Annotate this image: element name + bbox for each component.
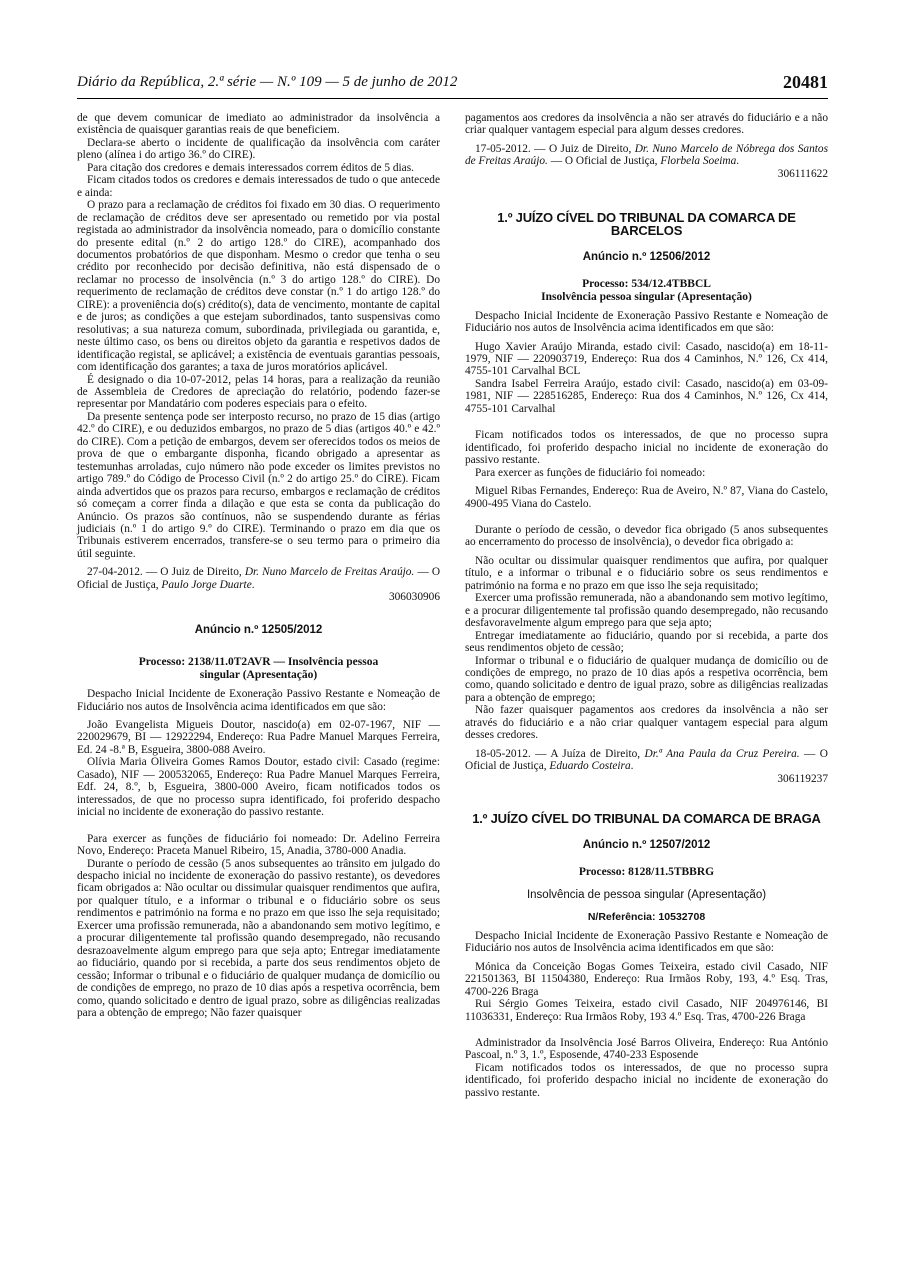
paragraph: O prazo para a reclamação de créditos foi fixado em 30 dias. O requerimento de reclamação de créditos deve ser apresentado ou remetido por via postal registada ao administrador da insolvência nomeado, para o domicílio constante do presente edital (n.º 2 do artigo 128.º do CIRE), acompanhado dos documentos probatórios de que disponham. Mesmo o credor que tenha o seu crédito por reconhecido por decisão definitiva, não está dispensado de o reclamar no processo de insolvência (n.º 3 do artigo 128.º do CIRE). Do requerimento de reclamação de créditos deve constar (n.º 1 do artigo 128.º do CIRE): a proveniência do(s) crédito(s), data de vencimento, montante de capital e de juros; as condições a que estejam subordinados, tanto suspensivas como resolutivas; a sua natureza comum, subordinada, privilegiada ou garantida, e, neste último caso, os bens ou direitos objeto da garantia e respetivos dados de identificação registal, se aplicável; a existência de eventuais garantias pessoais, com identificação dos garantes; a taxa de juros moratórios aplicável. [77, 199, 440, 374]
paragraph: Rui Sérgio Gomes Teixeira, estado civil Casado, NIF 204976146, BI 11036331, Endereço: Rua Irmãos Roby, 193 4.º Esq. Tras, 4700-226 Braga [465, 998, 828, 1023]
paragraph: Exercer uma profissão remunerada, não a abandonando sem motivo legítimo, e a procurar diligentemente tal profissão quando desempregado, não recusando desfavoravelmente algum emprego para que seja apto; [465, 592, 828, 630]
paragraph: Para exercer as funções de fiduciário foi nomeado: Dr. Adelino Ferreira Novo, Endereço: Praceta Manuel Ribeiro, 15, Anadia, 3780-000 Anadia. [77, 832, 440, 858]
paragraph: Declara-se aberto o incidente de qualificação da insolvência com caráter pleno (alínea i do artigo 36.º do CIRE). [77, 136, 440, 162]
page-number: 20481 [783, 72, 828, 92]
paragraph: Informar o tribunal e o fiduciário de qualquer mudança de domicílio ou de condições de emprego, no prazo de 10 dias após a respetiva ocorrência, bem como, quando solicitado e dentro de igual prazo, sobre as diligências realizadas para a obtenção de emprego; [465, 654, 828, 704]
page-header [77, 72, 828, 99]
paragraph: Não fazer quaisquer pagamentos aos credores da insolvência a não ser através do fiduciário e a não criar qualquer vantagem especial para algum desses credores. [465, 704, 828, 742]
judge-name: Dr.ª Ana Paula da Cruz Pereira. [644, 747, 800, 760]
signature-separator: — O Oficial de Justiça, [465, 747, 828, 773]
court-heading: 1.º JUÍZO CÍVEL DO TRIBUNAL DA COMARCA DE BRAGA [472, 811, 821, 827]
paragraph: Hugo Xavier Araújo Miranda, estado civil: Casado, nascido(a) em 18-11-1979, NIF — 220903719, Endereço: Rua dos 4 Caminhos, N.º 126, Cx 414, 4755-101 Carvalhal BCL [465, 340, 828, 378]
official-name: Paulo Jorge Duarte [161, 578, 252, 591]
official-name: Florbela Soeima [660, 155, 737, 168]
paragraph: Despacho Inicial Incidente de Exoneração Passivo Restante e Nomeação de Fiduciário nos autos de Insolvência acima identificados em que são: [465, 309, 828, 335]
paragraph: Olívia Maria Oliveira Gomes Ramos Doutor, estado civil: Casado (regime: Casado), NIF — 200532065, Endereço: Rua Padre Manuel Marques Ferreira, Edf. 24, 8.º, b, Esgueira, 3800-000 Aveiro, ficam notificados todos os interessados, de que no processo supra identificado, foi proferido despacho inicial no incidente de exoneração do passivo restante. [77, 756, 440, 819]
process-line: Processo: 534/12.4TBBCL [582, 277, 711, 290]
paragraph: Mónica da Conceição Bogas Gomes Teixeira, estado civil Casado, NIF 221501363, BI 11504380, Endereço: Rua Irmãos Roby, 193, 4.º Esq. Tras, 4700-226 Braga [465, 960, 828, 998]
signature-separator: — O Oficial de Justiça, [547, 155, 661, 168]
process-line: singular (Apresentação) [199, 669, 318, 682]
signature-date: 18-05-2012. — A Juíza de Direito, [475, 747, 645, 760]
process-subtitle: Insolvência de pessoa singular (Apresentação) [526, 888, 767, 901]
paragraph: Despacho Inicial Incidente de Exoneração Passivo Restante e Nomeação de Fiduciário nos autos de Insolvência acima identificados em que são: [77, 688, 440, 713]
signature-line [465, 143, 828, 168]
signature-end: . [736, 155, 740, 168]
paragraph: Para citação dos credores e demais interessados correm éditos de 5 dias. [87, 161, 414, 174]
paragraph: Sandra Isabel Ferreira Araújo, estado civil: Casado, nascido(a) em 03-09-1981, NIF — 228516285, Endereço: Rua dos 4 Caminhos, N.º 126, Cx 414, 4755-101 Carvalhal [465, 377, 828, 415]
paragraph: Ficam notificados todos os interessados, de que no processo supra identificado, foi proferido despacho inicial no incidente de exoneração do passivo restante. [465, 429, 828, 467]
signature-end: . [630, 760, 634, 773]
paragraph: Durante o período de cessão (5 anos subsequentes ao trânsito em julgado do despacho inicial no incidente de exoneração do passivo restante), os devedores ficam obrigados a: Não ocultar ou dissimular quaisquer rendimentos que aufira, por qualquer título, e a informar o tribunal e o fiduciário sobre os seus rendimentos e património na forma e no prazo em que isso lhe seja requisitado; Exercer uma profissão remunerada, não a abandonando sem motivo legítimo, e a procurar diligentemente tal profissão quando desempregado, não recusando desrazoavelmente algum emprego para que seja apto; Entregar imediatamente ao fiduciário, quando por si recebida, a parte dos seus rendimentos objeto de cessão; Informar o tribunal e o fiduciário de qualquer mudança de domicílio ou de condições de emprego, no prazo de 10 dias após a respetiva ocorrência, bem como, quando solicitado e dentro de igual prazo, sobre as diligências realizadas para a obtenção de emprego; Não fazer quaisquer [77, 857, 440, 1019]
signature-date: 17-05-2012. — O Juiz de Direito, [475, 142, 635, 155]
process-heading: Processo: 8128/11.5TBBRG [578, 865, 715, 878]
signature-line [77, 566, 440, 591]
paragraph: É designado o dia 10-07-2012, pelas 14 horas, para a realização da reunião de Assembleia de Credores de apreciação do relatório, podendo fazer-se representar por Mandatário com poderes especiais para o efeito. [77, 373, 440, 411]
announcement-title: Anúncio n.º 12505/2012 [194, 623, 323, 636]
paragraph: Entregar imediatamente ao fiduciário, quando por si recebida, a parte dos seus rendimentos objeto de cessão; [465, 629, 828, 655]
paragraph: Miguel Ribas Fernandes, Endereço: Rua de Aveiro, N.º 87, Viana do Castelo, 4900-495 Viana do Castelo. [465, 485, 828, 510]
reference-number: 306111622 [777, 167, 828, 180]
paragraph: João Evangelista Migueis Doutor, nascido(a) em 02-07-1967, NIF — 220029679, BI — 12922294, Endereço: Rua Padre Manuel Marques Ferreira, Ed. 24 -8.ª B, Esgueira, 3800-088 Aveiro. [77, 719, 440, 756]
paragraph: Durante o período de cessão, o devedor fica obrigado (5 anos subsequentes ao encerramento do processo de insolvência), o devedor fica obrigado a: [465, 523, 828, 549]
process-heading [465, 278, 828, 304]
process-line: Insolvência pessoa singular (Apresentação) [541, 290, 752, 303]
process-heading [77, 656, 440, 682]
court-heading: 1.º JUÍZO CÍVEL DO TRIBUNAL DA COMARCA DE BARCELOS [497, 210, 796, 238]
judge-name: Dr. Nuno Marcelo de Freitas Araújo. [244, 566, 415, 579]
paragraph: Ficam notificados todos os interessados, de que no processo supra identificado, foi proferido despacho inicial no incidente de exoneração do passivo restante. [465, 1061, 828, 1099]
announcement-title: Anúncio n.º 12507/2012 [582, 839, 711, 852]
reference-number: 306119237 [777, 772, 828, 785]
right-column [465, 112, 828, 1099]
left-column [77, 112, 440, 1019]
reference-heading: N/Referência: 10532708 [587, 911, 706, 924]
paragraph: pagamentos aos credores da insolvência a não ser através do fiduciário e a não criar qualquer vantagem especial para algum desses credores. [465, 112, 828, 137]
paragraph: Para exercer as funções de fiduciário foi nomeado: [475, 466, 706, 479]
signature-separator: — O Oficial de Justiça, [77, 566, 441, 591]
journal-title: Diário da República, 2.ª série — N.º 109 — 5 de junho de 2012 [77, 74, 458, 90]
signature-end: . [251, 578, 255, 591]
process-line: Processo: 2138/11.0T2AVR — Insolvência pessoa [138, 656, 379, 669]
paragraph: Não ocultar ou dissimular quaisquer rendimentos que aufira, por qualquer título, e a informar o tribunal e o fiduciário sobre os seus rendimentos e património na forma e no prazo em que isso lhe seja requisitado; [465, 554, 828, 592]
signature-line [465, 748, 828, 773]
judge-name: Dr. Nuno Marcelo de Nóbrega dos Santos de Freitas Araújo. [465, 142, 828, 168]
signature-date: 27-04-2012. — O Juiz de Direito, [87, 566, 245, 579]
paragraph: de que devem comunicar de imediato ao administrador da insolvência a existência de quaisquer garantias reais de que beneficiem. [77, 112, 440, 137]
official-name: Eduardo Costeira [549, 760, 631, 773]
paragraph: Despacho Inicial Incidente de Exoneração Passivo Restante e Nomeação de Fiduciário nos autos de Insolvência acima identificados em que são: [465, 929, 828, 955]
paragraph: Administrador da Insolvência José Barros Oliveira, Endereço: Rua António Pascoal, n.º 3, 1.º, Esposende, 4740-233 Esposende [465, 1037, 828, 1062]
announcement-title: Anúncio n.º 12506/2012 [582, 251, 711, 264]
reference-number: 306030906 [388, 591, 440, 604]
paragraph: Ficam citados todos os credores e demais interessados de tudo o que antecede e ainda: [77, 174, 440, 199]
paragraph: Da presente sentença pode ser interposto recurso, no prazo de 15 dias (artigo 42.º do CIRE), e ou deduzidos embargos, no prazo de 5 dias (artigos 40.º e 42.º do CIRE). Com a petição de embargos, devem ser oferecidos todos os meios de prova de que o embargante disponha, ficando obrigado a apresentar as testemunhas arroladas, cujo número não pode exceder os limites previstos no artigo 789.º do Código de Processo Civil (n.º 2 do artigo 25.º do CIRE). Ficam ainda advertidos que os prazos para recurso, embargos e reclamação de créditos só começam a correr finda a dilação e que esta se conta da publicação do Anúncio. Os prazos são contínuos, não se suspendendo durante as férias judiciais (n.º 1 do artigo 9.º do CIRE). Terminando o prazo em dia que os Tribunais estiverem encerrados, transfere-se o seu termo para o primeiro dia útil seguinte. [77, 410, 440, 560]
